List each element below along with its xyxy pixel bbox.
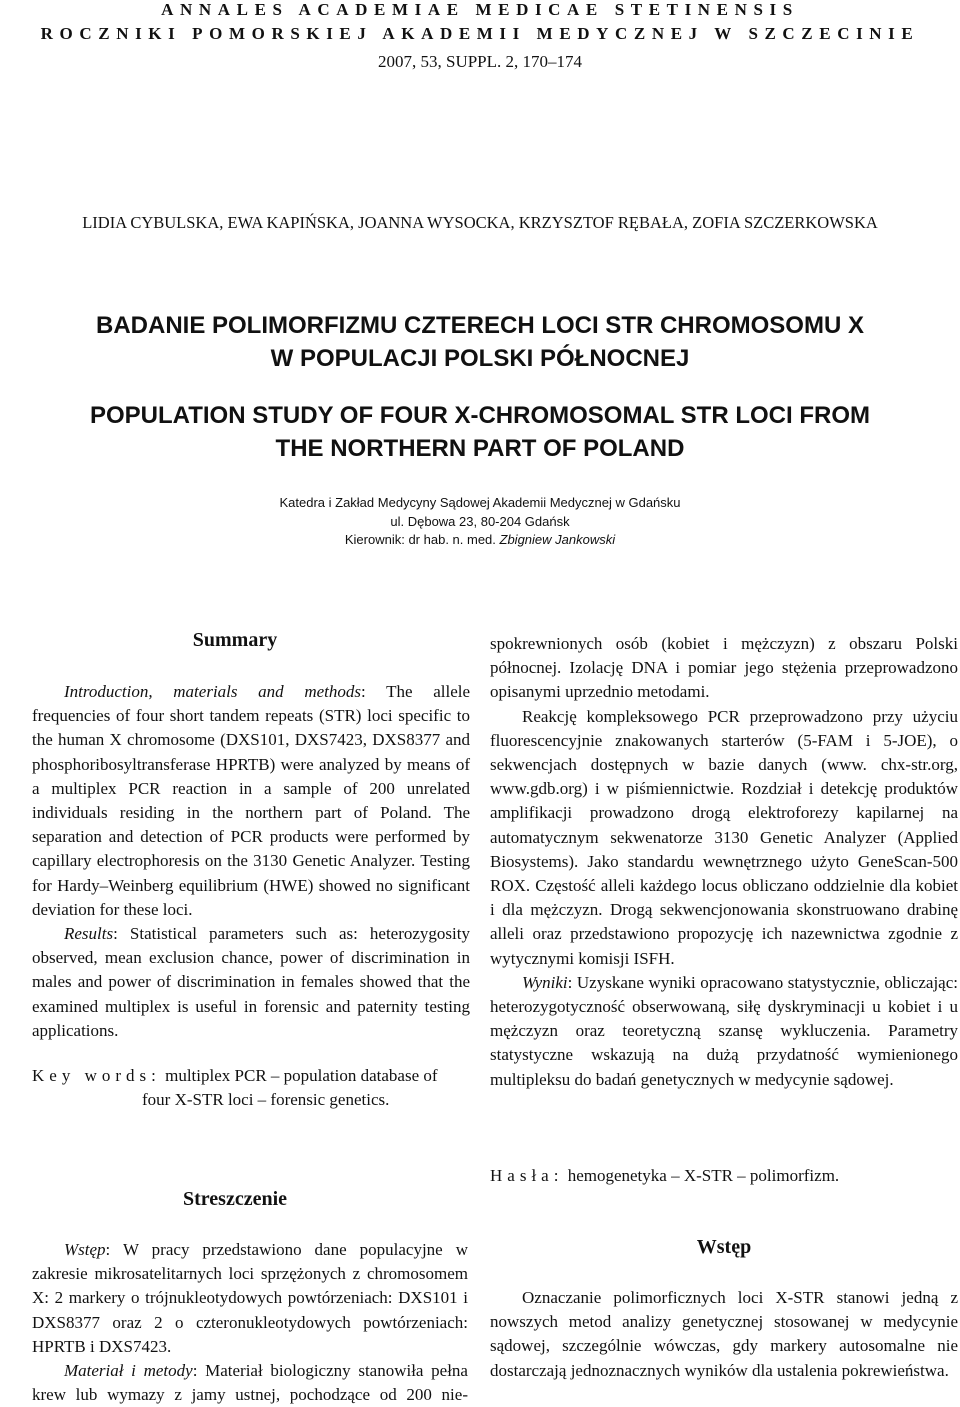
streszczenie-wyniki-label: Wyniki: [522, 972, 568, 992]
summary-keywords: [32, 1064, 472, 1112]
affiliation-head-name: Zbigniew Jankowski: [499, 532, 616, 547]
wstep-heading: Wstęp: [696, 1236, 752, 1258]
streszczenie-body-left: [32, 1238, 468, 1407]
wstep-paragraph: Oznaczanie polimorficznych loci X-STR stanowi jedną z nowszych metod analizy genetycznej stosowanej w medycynie sądowej, szczególnie wówczas, gdy markery autosomalne nie dostarczają jednoznacznych wyników dla ustalenia pokrewieństwa.: [490, 1288, 958, 1380]
title-polish: [0, 309, 960, 375]
streszczenie-wstep: [32, 1238, 468, 1359]
title-polish-line-1: BADANIE POLIMORFIZMU CZTERECH LOCI STR CHROMOSOMU X: [96, 312, 864, 339]
summary-results: [32, 922, 470, 1043]
affiliation-head: [0, 531, 960, 550]
streszczenie-body-right: [490, 632, 958, 1092]
affiliation: [0, 494, 960, 550]
affiliation-department: Katedra i Zakład Medycyny Sądowej Akademii Medycznej w Gdańsku: [279, 495, 681, 510]
summary-body: [32, 680, 470, 1043]
streszczenie-wstep-text: : W pracy przedstawiono dane populacyjne w zakresie mikrosatelitarnych loci sprzężonych z chromosomem X: 2 markery o trójnukleotydowych powtórzeniach: DXS101 i DXS8377 oraz 2 o czteronukleotydowych powtórzeniach: HPRTB i DXS7423.: [32, 1240, 468, 1356]
title-english-line-1: POPULATION STUDY OF FOUR X-CHROMOSOMAL STR LOCI FROM: [90, 402, 870, 429]
streszczenie-wstep-label: Wstęp: [64, 1240, 106, 1259]
summary-introduction-label: Introduction, materials and methods: [64, 682, 362, 701]
streszczenie-keywords-label: Hasła:: [490, 1166, 564, 1185]
title-english: [0, 399, 960, 465]
summary-keywords-line-1: multiplex PCR – population database of: [165, 1066, 438, 1085]
streszczenie-heading: Streszczenie: [182, 1188, 288, 1210]
title-polish-line-2: W POPULACJI POLSKI PÓŁNOCNEJ: [270, 345, 690, 372]
streszczenie-wyniki-text: : Uzyskane wyniki opracowano statystycznie, obliczając: heterozygotyczność obserwowaną, siłę dyskryminacji u kobiet i u mężczyzn oraz teoretyczną szansę wykluczenia. Parametry statystyczne wskazują na dużą przydatność wymienionego multipleksu do badań genetycznych w medycynie sądowej.: [490, 972, 958, 1089]
journal-name-polish: ROCZNIKI POMORSKIEJ AKADEMII MEDYCZNEJ W SZCZECINIE: [40, 24, 920, 43]
journal-name-latin: ANNALES ACADEMIAE MEDICAE STETINENSIS: [161, 0, 799, 19]
summary-introduction-text: : The allele frequencies of four short tandem repeats (STR) loci specific to the human X chromosome (DXS101, DXS7423, DXS8377 and phosphoribosyltransferase HPRTB) were analyzed by means of a multiplex PCR reaction in a sample of 200 unrelated individuals residing in the northern part of Poland. The separation and detection of PCR products were performed by capillary electrophoresis on the 3130 Genetic Analyzer. Testing for Hardy–Weinberg equilibrium (HWE) showed no significant deviation for these loci.: [32, 682, 471, 919]
streszczenie-material-label: Materiał i metody: [64, 1361, 193, 1381]
affiliation-address: ul. Dębowa 23, 80-204 Gdańsk: [390, 513, 570, 529]
title-english-line-2: THE NORTHERN PART OF POLAND: [275, 435, 685, 462]
streszczenie-pcr-paragraph: Reakcję kompleksowego PCR przeprowadzono przy użyciu fluorescencyjnie znakowanych starterów (5-FAM i 5-JOE), o sekwencjach dostępnych w bazie danych (www. chx-str.org, www.gdb.org) i w piśmiennictwie. Rozdział i detekcję produktów amplifikacji prowadzono drogą elektroforezy kapilarnej na automatycznym sekwenatorze 3130 Genetic Analyzer (Applied Biosystems). Jako standardu wewnętrznego użyto GeneScan-500 ROX. Częstość alleli każdego locus obliczano oddzielnie dla kobiet i dla mężczyzn. Drogą sekwencjonowania skonstruowano drabinę alleli oraz przedstawiono propozycję ich nazewnictwa zgodnie z wytycznymi komisji ISFH.: [490, 706, 958, 968]
summary-results-text: : Statistical parameters such as: heterozygosity observed, mean exclusion chance, power of discrimination in males and power of discrimination in females showed that the examined multiplex is useful in forensic and paternity testing applications.: [32, 924, 470, 1040]
summary-introduction: [32, 680, 470, 922]
summary-keywords-label: Key words:: [32, 1066, 161, 1085]
author-list: LIDIA CYBULSKA, EWA KAPIŃSKA, JOANNA WYSOCKA, KRZYSZTOF RĘBAŁA, ZOFIA SZCZERKOWSKA: [82, 213, 878, 232]
streszczenie-keywords: [490, 1164, 958, 1188]
streszczenie-material: [32, 1359, 468, 1407]
streszczenie-material-text: : Materiał biologiczny stanowiła pełna krew lub wymazy z jamy ustnej, pochodzące od 200 nie-: [32, 1361, 468, 1405]
wstep-body: [490, 1286, 958, 1383]
summary-keywords-line-2: four X-STR loci – forensic genetics.: [142, 1090, 390, 1110]
streszczenie-keywords-text: hemogenetyka – X-STR – polimorfizm.: [567, 1166, 840, 1185]
affiliation-head-title: Kierownik: dr hab. n. med.: [344, 532, 500, 547]
streszczenie-continuation: spokrewnionych osób (kobiet i mężczyzn) z obszaru Polski północnej. Izolację DNA i pomiar jego stężenia przeprowadzono opisanymi uprzednio metodami.: [490, 634, 958, 702]
summary-results-label: Results: [64, 924, 114, 944]
journal-citation: 2007, 53, SUPPL. 2, 170–174: [377, 52, 583, 71]
summary-heading: Summary: [192, 629, 278, 651]
streszczenie-wyniki: [490, 971, 958, 1092]
